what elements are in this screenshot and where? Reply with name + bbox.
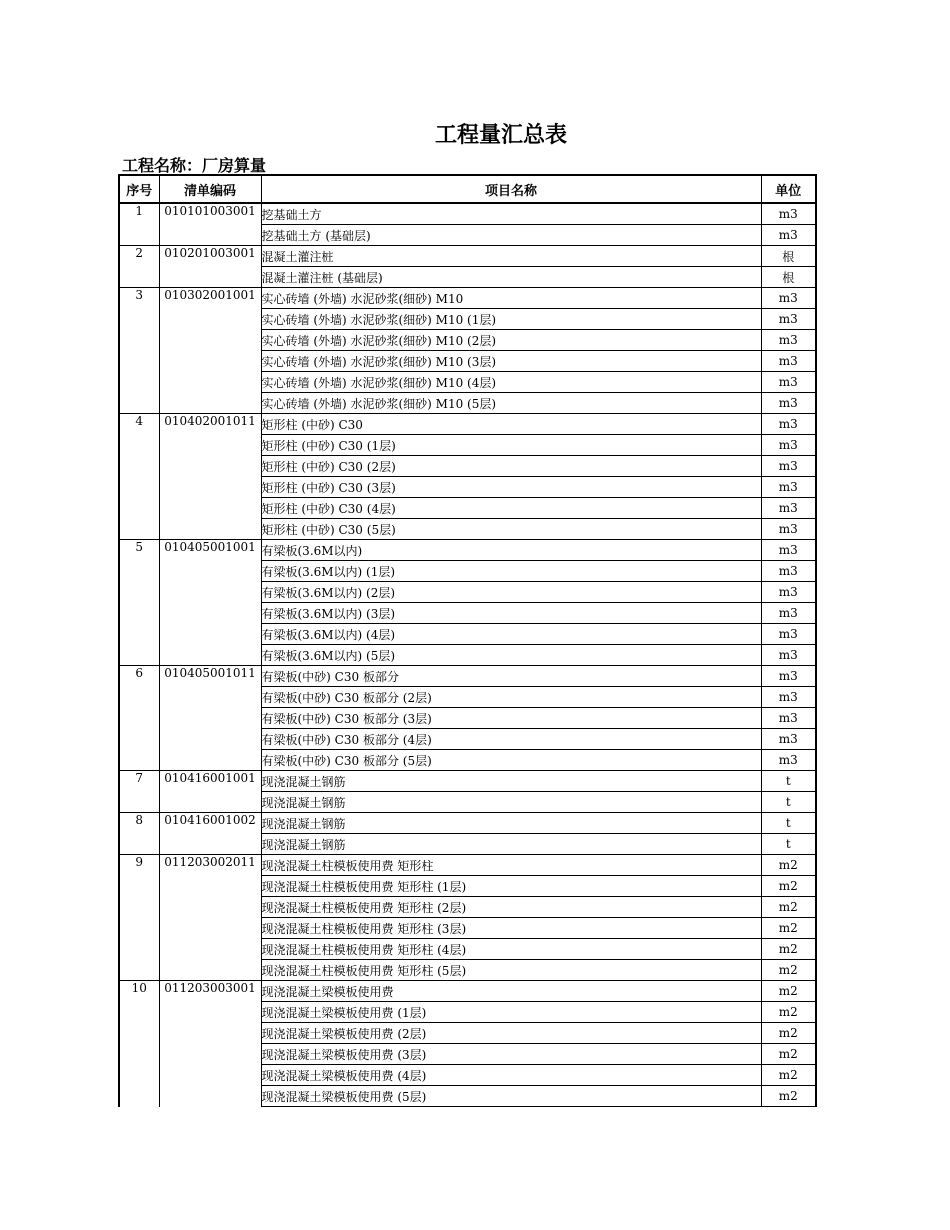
cell-code — [159, 897, 261, 918]
cell-seq — [119, 393, 159, 414]
cell-item-name: 现浇混凝土柱模板使用费 矩形柱 (2层) — [261, 897, 761, 918]
table-row — [119, 330, 816, 351]
table-row — [119, 477, 816, 498]
table-row — [119, 225, 816, 246]
table-row — [119, 666, 816, 687]
cell-seq — [119, 729, 159, 750]
header-code: 清单编码 — [159, 175, 261, 203]
cell-item-name: 有梁板(3.6M以内) (3层) — [261, 603, 761, 624]
cell-unit: m3 — [761, 750, 816, 771]
header-unit: 单位 — [761, 175, 816, 203]
cell-seq — [119, 750, 159, 771]
cell-code — [159, 519, 261, 540]
cell-item-name: 实心砖墙 (外墙) 水泥砂浆(细砂) M10 (4层) — [261, 372, 761, 393]
cell-seq: 8 — [119, 813, 159, 834]
cell-seq: 3 — [119, 288, 159, 309]
table-row — [119, 540, 816, 561]
cell-unit: m2 — [761, 897, 816, 918]
cell-seq: 4 — [119, 414, 159, 435]
table-row — [119, 414, 816, 435]
table-row — [119, 456, 816, 477]
cell-code: 010302001001 — [159, 288, 261, 309]
table-row — [119, 1065, 816, 1086]
cell-unit: m3 — [761, 330, 816, 351]
cell-item-name: 现浇混凝土柱模板使用费 矩形柱 (5层) — [261, 960, 761, 981]
table-row — [119, 372, 816, 393]
cell-item-name: 矩形柱 (中砂) C30 — [261, 414, 761, 435]
cell-item-name: 有梁板(中砂) C30 板部分 (5层) — [261, 750, 761, 771]
table-row — [119, 918, 816, 939]
cell-code — [159, 750, 261, 771]
table-row — [119, 288, 816, 309]
cell-code — [159, 645, 261, 666]
cell-unit: m3 — [761, 456, 816, 477]
cell-code — [159, 1044, 261, 1065]
cell-seq — [119, 372, 159, 393]
cell-code: 010405001011 — [159, 666, 261, 687]
table-row — [119, 792, 816, 813]
cell-seq — [119, 897, 159, 918]
table-row — [119, 561, 816, 582]
project-name: 工程名称：厂房算量 — [122, 156, 267, 175]
cell-unit: m3 — [761, 561, 816, 582]
table-row — [119, 729, 816, 750]
table-row — [119, 771, 816, 792]
cell-item-name: 现浇混凝土梁模板使用费 (1层) — [261, 1002, 761, 1023]
cell-item-name: 有梁板(中砂) C30 板部分 (3层) — [261, 708, 761, 729]
cell-item-name: 实心砖墙 (外墙) 水泥砂浆(细砂) M10 (2层) — [261, 330, 761, 351]
cell-unit: m3 — [761, 708, 816, 729]
cell-item-name: 有梁板(3.6M以内) (1层) — [261, 561, 761, 582]
cell-code: 010201003001 — [159, 246, 261, 267]
cell-seq — [119, 939, 159, 960]
table-row — [119, 939, 816, 960]
cell-seq — [119, 960, 159, 981]
cell-code — [159, 225, 261, 246]
cell-item-name: 混凝土灌注桩 (基础层) — [261, 267, 761, 288]
table-row — [119, 1044, 816, 1065]
table-row — [119, 645, 816, 666]
cell-code — [159, 1023, 261, 1044]
cell-item-name: 有梁板(中砂) C30 板部分 (2层) — [261, 687, 761, 708]
cell-item-name: 现浇混凝土梁模板使用费 — [261, 981, 761, 1002]
table-body — [119, 203, 816, 1107]
cell-unit: t — [761, 771, 816, 792]
cell-item-name: 矩形柱 (中砂) C30 (3层) — [261, 477, 761, 498]
cell-seq — [119, 1002, 159, 1023]
table-row — [119, 267, 816, 288]
cell-unit: 根 — [761, 267, 816, 288]
cell-seq: 5 — [119, 540, 159, 561]
cell-unit: m2 — [761, 1023, 816, 1044]
cell-code — [159, 1002, 261, 1023]
cell-unit: m2 — [761, 981, 816, 1002]
cell-seq — [119, 267, 159, 288]
cell-code — [159, 309, 261, 330]
table-row — [119, 1023, 816, 1044]
cell-seq — [119, 435, 159, 456]
cell-item-name: 实心砖墙 (外墙) 水泥砂浆(细砂) M10 (3层) — [261, 351, 761, 372]
cell-seq — [119, 561, 159, 582]
table-row — [119, 435, 816, 456]
cell-seq — [119, 792, 159, 813]
cell-code — [159, 918, 261, 939]
cell-item-name: 有梁板(中砂) C30 板部分 (4层) — [261, 729, 761, 750]
cell-item-name: 有梁板(3.6M以内) (2层) — [261, 582, 761, 603]
cell-seq — [119, 918, 159, 939]
table-row — [119, 351, 816, 372]
cell-unit: m3 — [761, 519, 816, 540]
cell-unit: m2 — [761, 1044, 816, 1065]
cell-item-name: 矩形柱 (中砂) C30 (1层) — [261, 435, 761, 456]
cell-seq: 1 — [119, 203, 159, 225]
cell-item-name: 有梁板(3.6M以内) — [261, 540, 761, 561]
table-row — [119, 876, 816, 897]
cell-unit: t — [761, 792, 816, 813]
cell-unit: m3 — [761, 645, 816, 666]
cell-seq: 2 — [119, 246, 159, 267]
table-row — [119, 498, 816, 519]
cell-seq — [119, 876, 159, 897]
table-row — [119, 687, 816, 708]
cell-code — [159, 456, 261, 477]
cell-unit: m3 — [761, 624, 816, 645]
cell-code — [159, 330, 261, 351]
cell-code: 011203003001 — [159, 981, 261, 1002]
cell-seq — [119, 1044, 159, 1065]
cell-item-name: 现浇混凝土柱模板使用费 矩形柱 (3层) — [261, 918, 761, 939]
cell-item-name: 挖基础土方 (基础层) — [261, 225, 761, 246]
cell-seq — [119, 225, 159, 246]
cell-seq — [119, 708, 159, 729]
cell-seq — [119, 645, 159, 666]
cell-seq — [119, 834, 159, 855]
table-row — [119, 582, 816, 603]
table-row — [119, 519, 816, 540]
cell-item-name: 现浇混凝土梁模板使用费 (4层) — [261, 1065, 761, 1086]
cell-item-name: 有梁板(3.6M以内) (4层) — [261, 624, 761, 645]
cell-code — [159, 708, 261, 729]
cell-unit: m3 — [761, 687, 816, 708]
cell-item-name: 现浇混凝土钢筋 — [261, 813, 761, 834]
quantity-summary-table — [118, 174, 817, 1107]
table-row — [119, 897, 816, 918]
cell-code — [159, 435, 261, 456]
cell-item-name: 现浇混凝土梁模板使用费 (3层) — [261, 1044, 761, 1065]
cell-code — [159, 834, 261, 855]
cell-seq — [119, 687, 159, 708]
cell-item-name: 现浇混凝土柱模板使用费 矩形柱 (1层) — [261, 876, 761, 897]
cell-seq: 7 — [119, 771, 159, 792]
cell-unit: m2 — [761, 1086, 816, 1107]
cell-item-name: 现浇混凝土柱模板使用费 矩形柱 — [261, 855, 761, 876]
cell-unit: m3 — [761, 309, 816, 330]
table-row — [119, 603, 816, 624]
cell-unit: m2 — [761, 1065, 816, 1086]
cell-seq — [119, 603, 159, 624]
cell-unit: m3 — [761, 477, 816, 498]
table-row — [119, 960, 816, 981]
cell-seq — [119, 477, 159, 498]
page-title: 工程量汇总表 — [434, 123, 567, 148]
cell-seq: 10 — [119, 981, 159, 1002]
cell-item-name: 实心砖墙 (外墙) 水泥砂浆(细砂) M10 (5层) — [261, 393, 761, 414]
cell-unit: m3 — [761, 288, 816, 309]
table-row — [119, 203, 816, 225]
cell-seq — [119, 1065, 159, 1086]
cell-seq: 6 — [119, 666, 159, 687]
cell-code — [159, 603, 261, 624]
cell-code: 011203002011 — [159, 855, 261, 876]
cell-unit: m3 — [761, 414, 816, 435]
cell-seq — [119, 624, 159, 645]
cell-unit: m3 — [761, 372, 816, 393]
cell-unit: m3 — [761, 729, 816, 750]
cell-item-name: 混凝土灌注桩 — [261, 246, 761, 267]
cell-unit: m3 — [761, 498, 816, 519]
cell-seq — [119, 1023, 159, 1044]
cell-seq — [119, 456, 159, 477]
cell-code — [159, 960, 261, 981]
table-row — [119, 393, 816, 414]
cell-code — [159, 939, 261, 960]
cell-code — [159, 561, 261, 582]
cell-unit: m3 — [761, 666, 816, 687]
cell-code — [159, 624, 261, 645]
cell-code — [159, 1086, 261, 1107]
cell-code: 010405001001 — [159, 540, 261, 561]
cell-code — [159, 792, 261, 813]
cell-item-name: 矩形柱 (中砂) C30 (5层) — [261, 519, 761, 540]
cell-seq — [119, 351, 159, 372]
cell-unit: m2 — [761, 876, 816, 897]
cell-code: 010416001001 — [159, 771, 261, 792]
cell-code — [159, 582, 261, 603]
cell-code — [159, 1065, 261, 1086]
cell-seq — [119, 498, 159, 519]
cell-unit: m2 — [761, 918, 816, 939]
cell-code — [159, 372, 261, 393]
cell-unit: m3 — [761, 351, 816, 372]
cell-unit: m3 — [761, 435, 816, 456]
cell-code — [159, 393, 261, 414]
cell-unit: m2 — [761, 939, 816, 960]
table-row — [119, 981, 816, 1002]
cell-seq — [119, 1086, 159, 1107]
cell-unit: m2 — [761, 855, 816, 876]
cell-unit: t — [761, 834, 816, 855]
table-row — [119, 750, 816, 771]
cell-unit: m2 — [761, 1002, 816, 1023]
table-row — [119, 855, 816, 876]
cell-unit: m3 — [761, 393, 816, 414]
cell-code: 010101003001 — [159, 203, 261, 225]
cell-unit: m3 — [761, 203, 816, 225]
cell-item-name: 现浇混凝土梁模板使用费 (2层) — [261, 1023, 761, 1044]
cell-item-name: 现浇混凝土钢筋 — [261, 771, 761, 792]
cell-code — [159, 267, 261, 288]
cell-code: 010402001011 — [159, 414, 261, 435]
cell-item-name: 现浇混凝土钢筋 — [261, 834, 761, 855]
table-row — [119, 1002, 816, 1023]
table-row — [119, 246, 816, 267]
cell-unit: m3 — [761, 225, 816, 246]
cell-unit: m3 — [761, 582, 816, 603]
table-header-row — [119, 175, 816, 203]
cell-code — [159, 498, 261, 519]
cell-code: 010416001002 — [159, 813, 261, 834]
cell-code — [159, 729, 261, 750]
table-row — [119, 708, 816, 729]
cell-seq — [119, 330, 159, 351]
header-name: 项目名称 — [261, 175, 761, 203]
cell-seq — [119, 519, 159, 540]
cell-item-name: 矩形柱 (中砂) C30 (2层) — [261, 456, 761, 477]
cell-item-name: 有梁板(3.6M以内) (5层) — [261, 645, 761, 666]
cell-code — [159, 477, 261, 498]
table-row — [119, 813, 816, 834]
cell-seq — [119, 582, 159, 603]
cell-unit: m2 — [761, 960, 816, 981]
cell-unit: m3 — [761, 540, 816, 561]
table-row — [119, 624, 816, 645]
header-seq: 序号 — [119, 175, 159, 203]
cell-item-name: 实心砖墙 (外墙) 水泥砂浆(细砂) M10 — [261, 288, 761, 309]
cell-seq — [119, 309, 159, 330]
cell-item-name: 现浇混凝土柱模板使用费 矩形柱 (4层) — [261, 939, 761, 960]
cell-seq: 9 — [119, 855, 159, 876]
table-row — [119, 309, 816, 330]
cell-item-name: 挖基础土方 — [261, 203, 761, 225]
cell-unit: 根 — [761, 246, 816, 267]
table-row — [119, 834, 816, 855]
cell-item-name: 现浇混凝土梁模板使用费 (5层) — [261, 1086, 761, 1107]
cell-unit: m3 — [761, 603, 816, 624]
cell-code — [159, 687, 261, 708]
table-row — [119, 1086, 816, 1107]
cell-unit: t — [761, 813, 816, 834]
cell-item-name: 矩形柱 (中砂) C30 (4层) — [261, 498, 761, 519]
cell-item-name: 实心砖墙 (外墙) 水泥砂浆(细砂) M10 (1层) — [261, 309, 761, 330]
cell-code — [159, 351, 261, 372]
cell-code — [159, 876, 261, 897]
cell-item-name: 有梁板(中砂) C30 板部分 — [261, 666, 761, 687]
cell-item-name: 现浇混凝土钢筋 — [261, 792, 761, 813]
